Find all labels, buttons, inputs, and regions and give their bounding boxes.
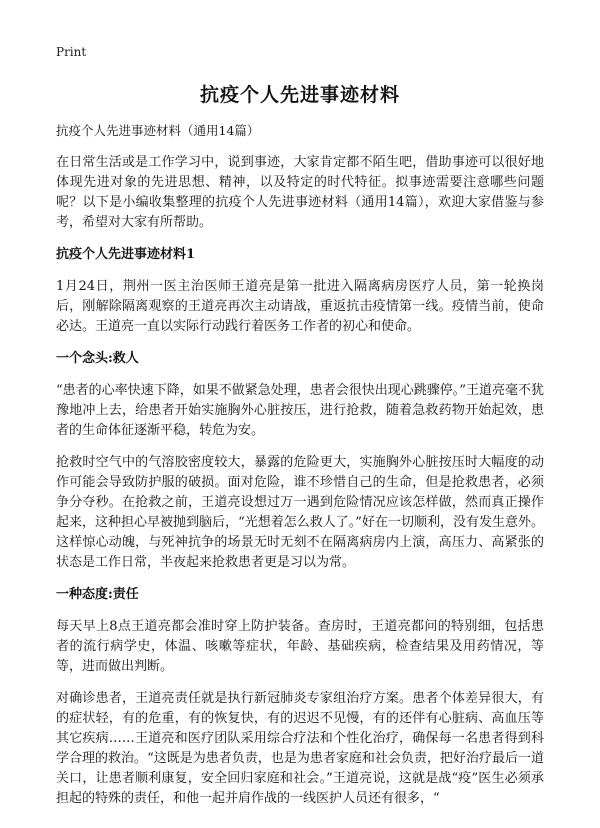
print-link[interactable]: Print — [56, 45, 87, 59]
document-body — [56, 121, 544, 821]
paragraph-1: 1月24日，荆州一医主治医师王道亮是第一批进入隔离病房医疗人员，第一轮换岗后，刚解除隔离观察的王道亮再次主动请战，重返抗击疫情第一线。疫情当前，使命必达。王道亮一直以实际行动践行着医务工作者的初心和使命。 — [56, 279, 544, 334]
subheading-responsibility: 一种态度:责任 — [56, 587, 139, 602]
page-title: 抗疫个人先进事迹材料 — [199, 84, 400, 106]
intro-paragraph: 在日常生活或是工作学习中，说到事迹，大家肯定都不陌生吧，借助事迹可以很好地体现先进对象的先进思想、精神，以及特定的时代特征。拟事迹需要注意哪些问题呢？以下是小编收集整理的抗疫个人先进事迹材料（通用14篇），欢迎大家借鉴与参考，希望对大家有所帮助。 — [56, 155, 544, 230]
paragraph-2: “患者的心率快速下降，如果不做紧急处理，患者会很快出现心跳骤停。”王道亮毫不犹豫地冲上去，给患者开始实施胸外心脏按压，进行抢救，随着急救药物开始起效，患者的生命体征逐渐平稳，转危为安。 — [56, 383, 544, 438]
document-subtitle: 抗疫个人先进事迹材料（通用14篇） — [56, 123, 260, 138]
paragraph-5: 对确诊患者，王道亮责任就是执行新冠肺炎专家组治疗方案。患者个体差异很大，有的症状轻，有的危重，有的恢复快，有的迟迟不见慢，有的还伴有心脏病、高血压等其它疾病……王道亮和医疗团队采用综合疗法和个性化治疗，确保每一名患者得到科学合理的救治。“这既是为患者负责，也是为患者家庭和社会负责，把好治疗最后一道关口，让患者顺利康复，安全回归家庭和社会。”王道亮说，这就是战“疫”医生必须承担起的特殊的责任，和他一起并肩作战的一线医护人员还有很多，“ — [56, 691, 544, 806]
paragraph-4: 每天早上8点王道亮都会准时穿上防护装备。查房时，王道亮都问的特别细，包括患者的流行病学史，体温、咳嗽等症状，年龄、基础疾病，检查结果及用药情况，等等，进而做出判断。 — [56, 619, 544, 674]
paragraph-3: 抢救时空气中的气溶胶密度较大，暴露的危险更大，实施胸外心脏按压时大幅度的动作可能会导致防护服的破损。面对危险，谁不珍惜自己的生命，但是抢救患者，必须争分夺秒。在抢救之前，王道亮设想过万一遇到危险情况应该怎样做，然而真正操作起来，这种担心早被抛到脑后，“光想着怎么救人了。”好在一切顺利，没有发生意外。这样惊心动魄，与死神抗争的场景无时无刻不在隔离病房内上演，高压力、高紧张的状态是工作日常，半夜起来抢救患者更是习以为常。 — [56, 455, 544, 570]
section-heading: 抗疫个人先进事迹材料1 — [56, 247, 196, 262]
subheading-rescue: 一个念头:救人 — [56, 351, 139, 366]
